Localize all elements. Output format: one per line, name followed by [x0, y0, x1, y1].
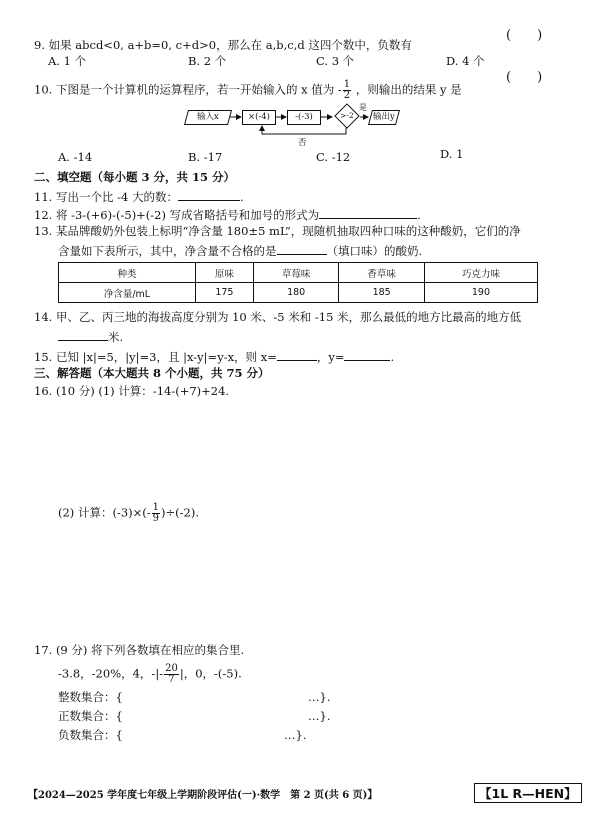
table-cell: 净含量/mL: [59, 283, 196, 303]
q16-frac-num: 1: [152, 502, 160, 513]
q10-fraction: [343, 80, 351, 101]
q17-set-integers[interactable]: [58, 690, 338, 705]
set-end: …}.: [308, 690, 331, 704]
flow-op-subtract: -(-3): [287, 110, 321, 125]
q11-line: 11. 写出一个比 -4 大的数： .: [34, 190, 244, 204]
q10-stem-b: ，则输出的结果 y 是: [355, 82, 462, 97]
q16-fraction: [152, 503, 160, 524]
q13-line1: 13. 某品牌酸奶外包装上标明“净含量 180±5 mL”，现随机抽取四种口味的这种酸奶，它们的净: [34, 224, 521, 238]
q16-part1: 16. (10 分) (1) 计算：-14-(+7)+24.: [34, 384, 230, 398]
flow-no-label: 否: [298, 138, 307, 148]
q15-text-c: .: [390, 350, 395, 364]
q14-unit: 米.: [108, 330, 124, 344]
q16-frac-den: 9: [152, 513, 160, 524]
q9-stem: 9. 如果 abcd<0, a+b=0, c+d>0，那么在 a,b,c,d 这四个数中，负数有: [34, 38, 412, 52]
q17-set-positives[interactable]: [58, 709, 338, 724]
q14-answer-blank[interactable]: [58, 328, 108, 341]
q9-option-d[interactable]: D. 4 个: [446, 54, 485, 68]
q9-option-c[interactable]: C. 3 个: [316, 54, 355, 68]
q17-fraction: [164, 664, 179, 685]
table-cell: 180: [253, 283, 339, 303]
q10-stem: 10. 下图是一个计算机的运算程序，若一开始输入的 x 值为 - $\frac{1}{2}$ ，则输出的结果 y 是: [34, 79, 462, 101]
q15-text-a: 15. 已知 |x|=5，|y|=3，且 |x-y|=y-x，则 x=: [34, 350, 277, 364]
table-cell: 175: [195, 283, 253, 303]
flow-yes-label: 是: [359, 103, 367, 112]
q11-answer-blank[interactable]: [178, 188, 240, 201]
q17-nums-b: |，0，-(-5).: [179, 666, 242, 681]
q15-line: [34, 348, 394, 365]
table-header-cell: 种类: [59, 263, 196, 283]
table-header-cell: 草莓味: [253, 263, 339, 283]
q10-frac-den: 2: [343, 90, 351, 101]
q10-option-c[interactable]: C. -12: [316, 150, 351, 164]
q13-line2a: 含量如下表所示，其中，净含量不合格的是: [58, 244, 277, 258]
q17-frac-den: 7: [168, 674, 175, 685]
q15-x-blank[interactable]: [277, 348, 317, 361]
table-cell: 185: [339, 283, 425, 303]
q9-option-a[interactable]: A. 1 个: [48, 54, 87, 68]
table-header-cell: 巧克力味: [424, 263, 537, 283]
q10-answer-paren[interactable]: ( ): [506, 70, 543, 85]
q16-part2: [58, 503, 199, 524]
q17-stem: 17. (9 分) 将下列各数填在相应的集合里.: [34, 643, 245, 657]
flow-op-multiply: ×(-4): [242, 110, 276, 125]
page-footer: 【2024—2025 学年度七年级上学期阶段评估(一)·数学 第 2 页(共 6 页)】: [28, 790, 378, 801]
q13-table: [58, 262, 538, 303]
q10-flowchart: [180, 104, 400, 148]
flow-condition-diamond: >-2: [334, 103, 359, 128]
set-end: …}.: [308, 709, 331, 723]
table-header-cell: 原味: [195, 263, 253, 283]
q12-answer-blank[interactable]: [319, 206, 417, 219]
q13-line2: [58, 242, 422, 259]
q13-line2b: （填口味）的酸奶.: [326, 244, 423, 258]
section2-heading: 二、填空题（每小题 3 分，共 15 分）: [34, 170, 236, 184]
q16-part2b: )÷(-2).: [161, 505, 199, 520]
q15-text-b: ，y=: [316, 350, 345, 364]
table-header-cell: 香草味: [339, 263, 425, 283]
flow-input: 输入x: [184, 110, 232, 125]
q16-part2a: (2) 计算：(-3)×(-: [58, 505, 151, 520]
table-cell: 190: [424, 283, 537, 303]
q17-set-negatives[interactable]: [58, 728, 338, 743]
set-end: …}.: [284, 728, 307, 742]
q12-text: 12. 将 -3-(+6)-(-5)+(-2) 写成省略括号和加号的形式为: [34, 208, 320, 222]
q10-frac-num: 1: [343, 79, 351, 90]
q13-answer-blank[interactable]: [277, 242, 327, 255]
flow-output: 输出y: [368, 110, 400, 125]
q17-nums-a: -3.8，-20%，4，-|-: [58, 666, 164, 681]
section3-heading: 三、解答题（本大题共 8 个小题，共 75 分）: [34, 366, 270, 380]
q9-answer-paren[interactable]: ( ): [506, 28, 543, 43]
q17-frac-num: 20: [165, 663, 178, 674]
exam-code-badge: 【1L R—HEN】: [474, 783, 582, 803]
q17-numbers: [58, 664, 242, 685]
q14-line2: [58, 328, 123, 345]
q9-option-b[interactable]: B. 2 个: [188, 54, 227, 68]
q10-option-d[interactable]: D. 1: [440, 147, 464, 161]
q15-y-blank[interactable]: [344, 348, 390, 361]
q16-part1-answer-area[interactable]: [34, 402, 554, 498]
table-row: [59, 283, 538, 303]
q10-option-a[interactable]: A. -14: [58, 150, 93, 164]
set-label: 整数集合：{: [58, 690, 123, 704]
q16-part2-answer-area[interactable]: [34, 524, 554, 634]
q10-stem-a: 10. 下图是一个计算机的运算程序，若一开始输入的 x 值为: [34, 82, 335, 97]
q12-line: 12. 将 -3-(+6)-(-5)+(-2) 写成省略括号和加号的形式为 .: [34, 208, 421, 222]
set-label: 正数集合：{: [58, 709, 123, 723]
table-header-row: [59, 263, 538, 283]
q11-text: 11. 写出一个比 -4 大的数：: [34, 190, 178, 204]
q10-option-b[interactable]: B. -17: [188, 150, 223, 164]
q14-line1: 14. 甲、乙、丙三地的海拔高度分别为 10 米、-5 米和 -15 米，那么最低的地方比最高的地方低: [34, 310, 522, 324]
set-label: 负数集合：{: [58, 728, 123, 742]
